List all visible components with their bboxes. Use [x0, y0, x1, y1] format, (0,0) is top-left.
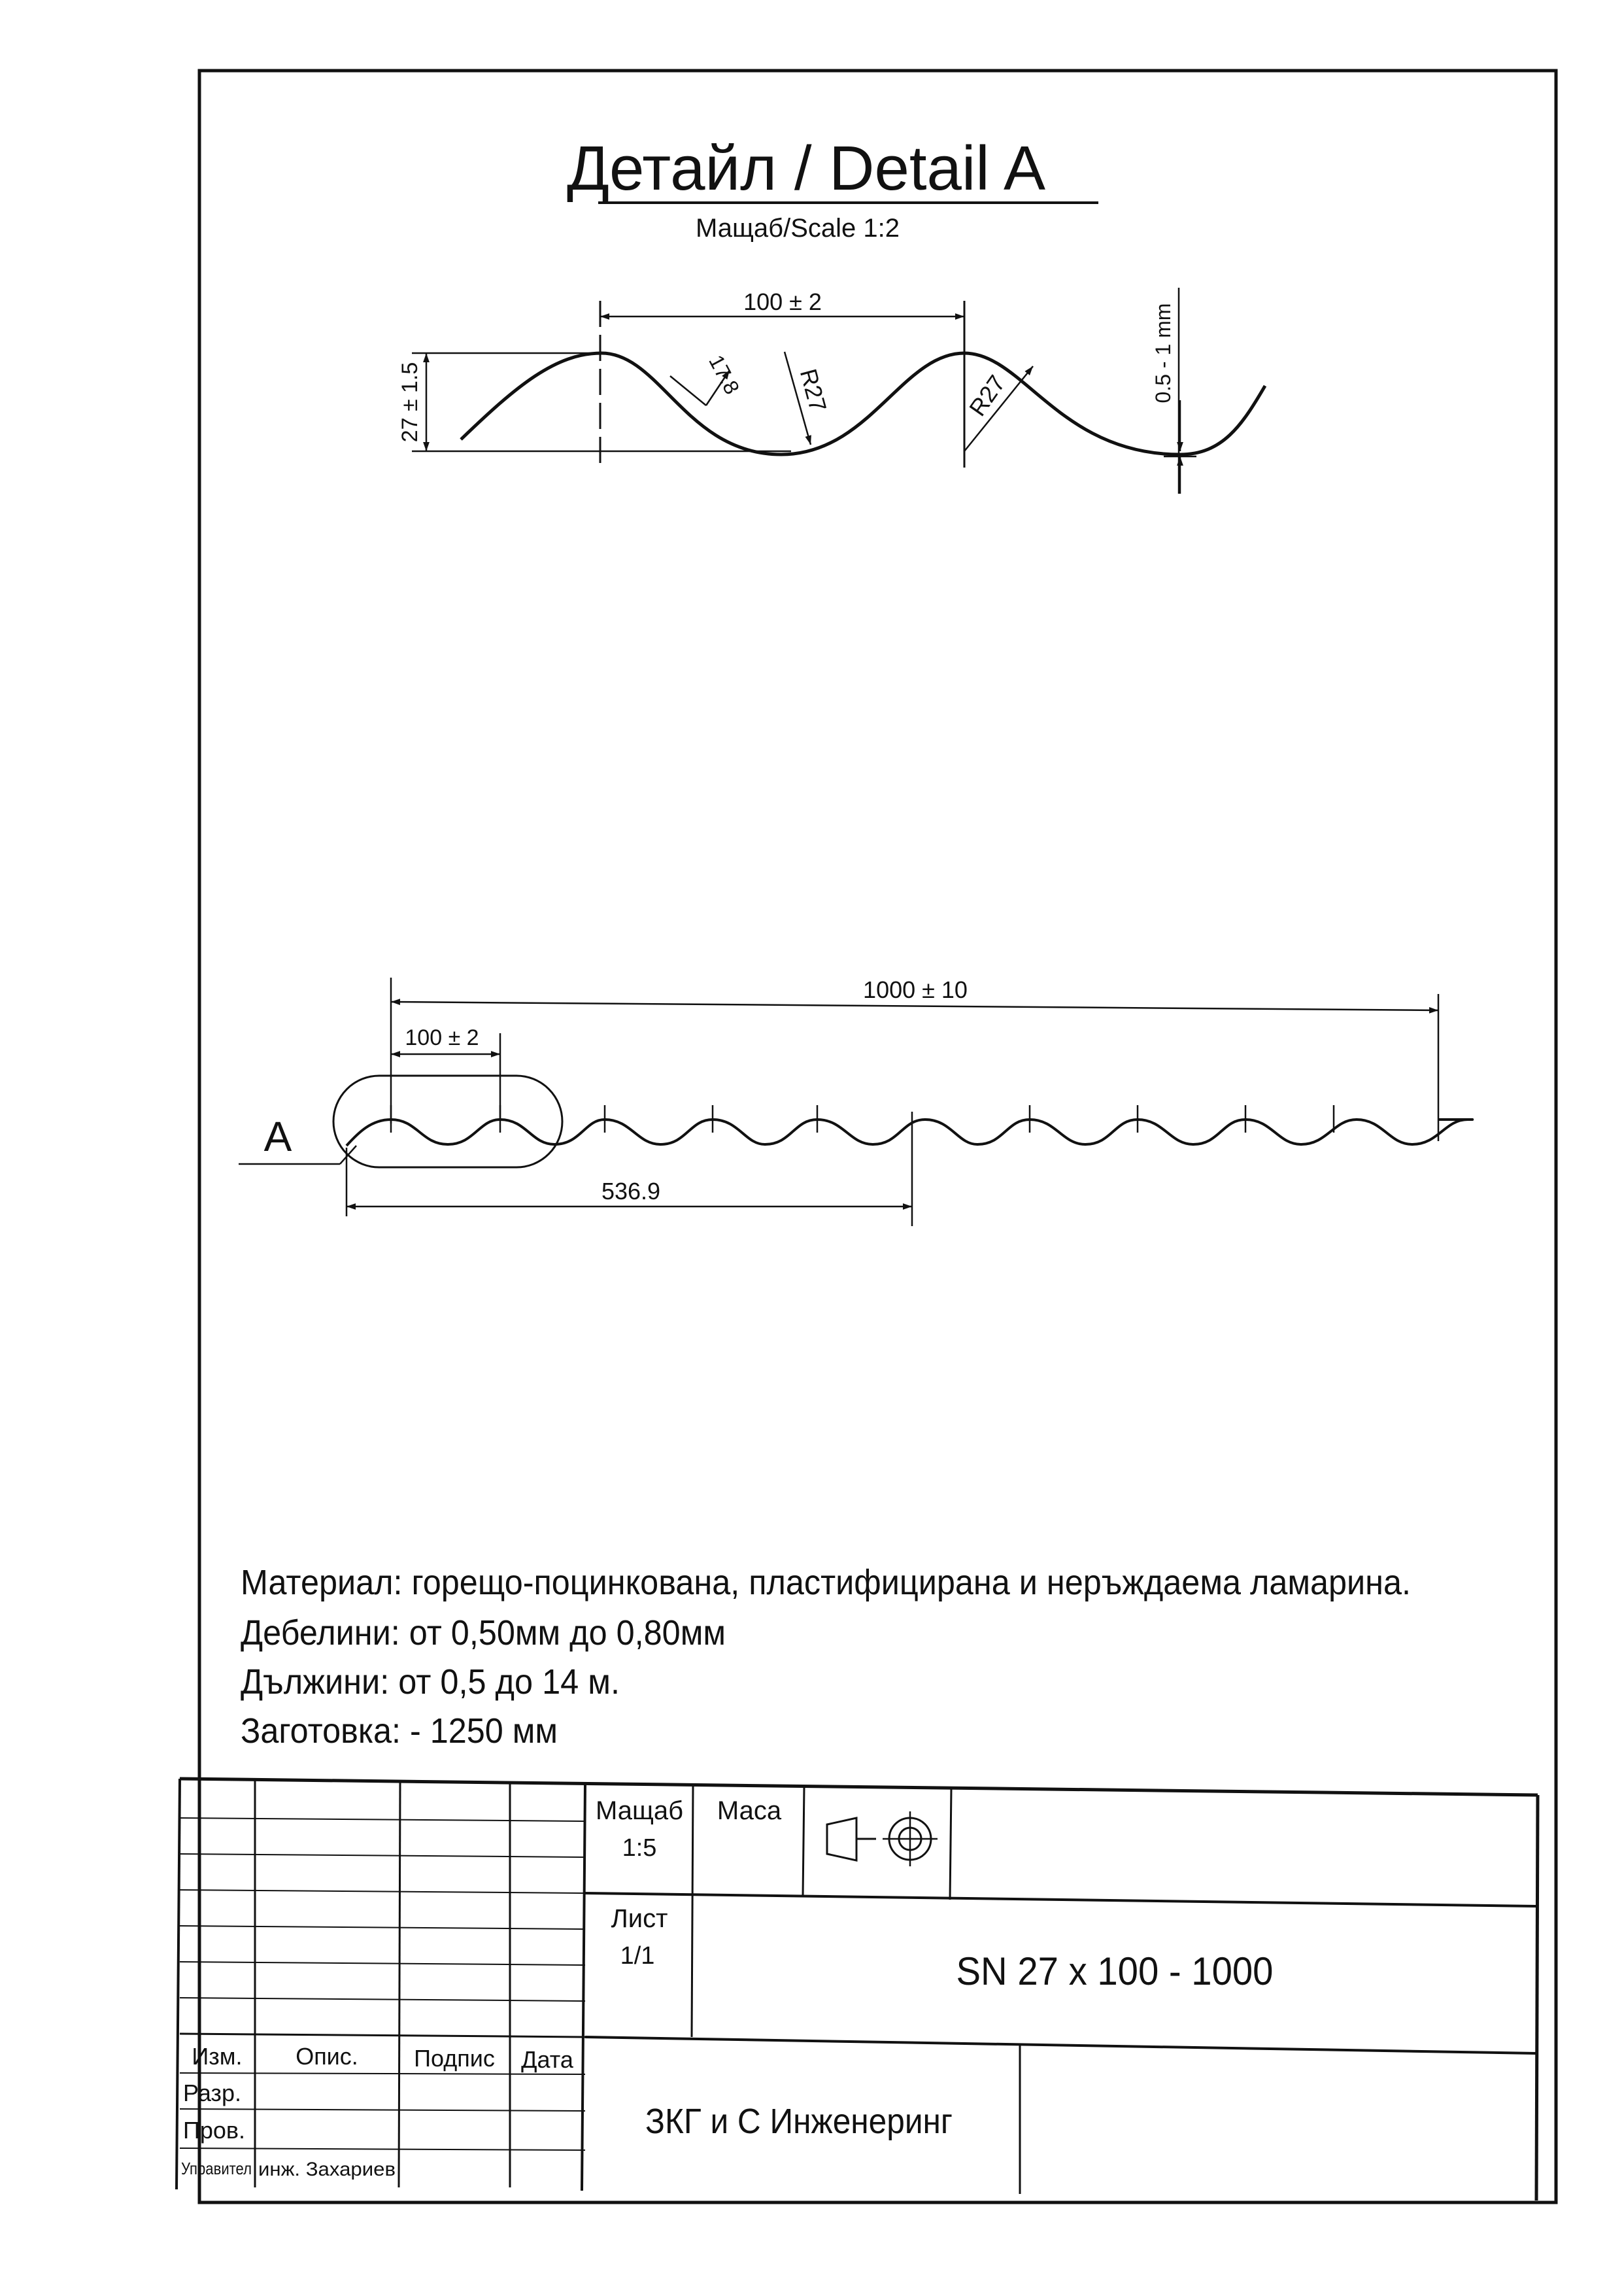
grid-vline: [1536, 1795, 1538, 2200]
col-change-label: Изм.: [192, 2043, 243, 2070]
projection-method-icon: [827, 1811, 938, 1866]
drawing-number: SN 27 x 100 - 1000: [956, 1949, 1274, 1993]
scale-value: 1:5: [622, 1834, 657, 1862]
grid-hline: [585, 2037, 1536, 2053]
sheet-profile-view: [239, 976, 1472, 1226]
sheet-profile-curve: [347, 1120, 1472, 1146]
detail-flank-dim-label: 17.8: [704, 351, 745, 398]
grid-hline: [180, 2034, 585, 2037]
scale-label: Мащаб: [595, 1796, 684, 1825]
material-notes: [241, 1563, 1411, 1751]
note-lengths: Дължини: от 0,5 до 14 м.: [241, 1662, 620, 1702]
title-block-top-line: [180, 1779, 1538, 1795]
profile-pitch-dim-label: 100 ± 2: [405, 1025, 479, 1050]
company-name: ЗКГ и С Инженеринг: [645, 2102, 953, 2141]
detail-scale: Мащаб/Scale 1:2: [696, 214, 900, 243]
title-block: [177, 1779, 1538, 2200]
row-developed-label: Разр.: [183, 2080, 241, 2106]
note-blank: Заготовка: - 1250 мм: [241, 1711, 558, 1751]
grid-hline: [180, 1998, 585, 2001]
note-material: Материал: горещо-поцинкована, пластифицирана и неръждаема ламарина.: [241, 1563, 1411, 1602]
detail-pitch-dim-label: 100 ± 2: [743, 288, 822, 315]
grid-hline: [180, 1890, 585, 1893]
grid-hline: [180, 1854, 585, 1857]
profile-overall-dim-label: 1000 ± 10: [863, 976, 968, 1003]
profile-center-dim-label: 536.9: [601, 1178, 661, 1205]
title-block-left-line: [177, 1779, 180, 2189]
col-sign-label: Подпис: [414, 2045, 495, 2072]
detail-title: Детайл / Detail A: [567, 133, 1045, 203]
row-manager-label: Управител: [181, 2159, 252, 2178]
grid-hline: [180, 1818, 585, 1821]
grid-vline: [950, 1789, 951, 1900]
grid-vline: [803, 1787, 804, 1896]
detail-a-view: [398, 133, 1265, 494]
sheet-label: Лист: [611, 1904, 668, 1933]
mass-label: Маса: [717, 1796, 782, 1825]
detail-radius-2-label: R27: [964, 370, 1011, 421]
profile-detail-marker: A: [263, 1113, 292, 1160]
col-desc-label: Опис.: [296, 2043, 358, 2070]
grid-hline: [180, 2148, 585, 2150]
grid-vline: [692, 1785, 693, 2037]
grid-hline: [585, 1893, 1536, 1906]
row-checked-label: Пров.: [183, 2117, 246, 2144]
grid-hline: [180, 1926, 585, 1929]
col-date-label: Дата: [521, 2046, 573, 2073]
detail-profile-curve: [461, 353, 1265, 454]
grid-hline: [180, 1962, 585, 1965]
detail-thickness-label: 0.5 - 1 mm: [1151, 303, 1175, 403]
profile-detail-callout: [333, 1076, 562, 1167]
grid-hline: [180, 2109, 585, 2111]
projection-cone-icon: [827, 1818, 856, 1860]
detail-height-dim-label: 27 ± 1.5: [398, 362, 422, 443]
detail-radius-1-label: R27: [794, 366, 832, 415]
grid-hline: [180, 2073, 585, 2074]
grid-vline: [582, 1784, 585, 2191]
grid-vline: [399, 1782, 400, 2187]
note-thickness: Дебелини: от 0,50мм до 0,80мм: [241, 1613, 726, 1652]
manager-name: инж. Захариев: [258, 2159, 396, 2180]
sheet-value: 1/1: [620, 1942, 655, 1970]
